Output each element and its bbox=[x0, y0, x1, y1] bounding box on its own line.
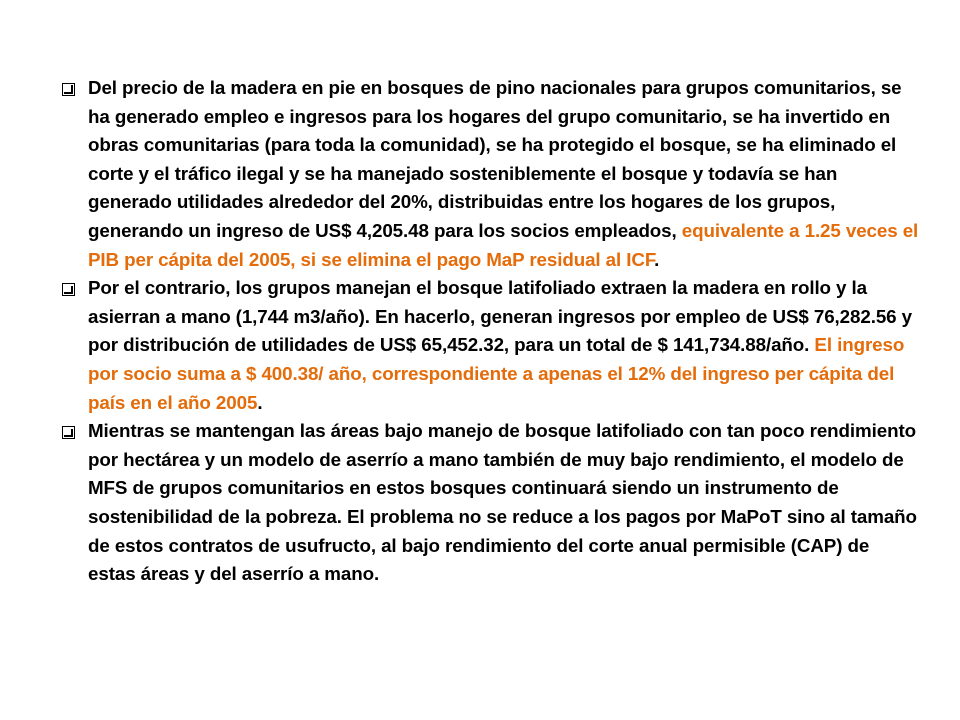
highlighted-text: El ingreso por socio suma a $ 400.38/ año, correspondiente a apenas el 12% del ingreso per cápita del país en el año 2005 bbox=[88, 334, 905, 413]
bullet-item-latifoliado bbox=[62, 274, 920, 417]
bullet-text: Por el contrario, los grupos manejan el bosque latifoliado extraen la madera en rollo y la asierran a mano (1,744 m3/año). En hacerlo, generan ingresos por empleo de US$ 76,282.56 y por distribución de utilidades de US$ 65,452.32, para un total de $ 141,734.88/año. bbox=[88, 277, 912, 356]
bullet-tail: . bbox=[257, 391, 263, 413]
highlighted-text: equivalente a 1.25 veces el PIB per cápita del 2005, si se elimina el pago MaP residual al ICF bbox=[88, 219, 919, 270]
bullet-list bbox=[62, 74, 920, 589]
square-bullet-icon bbox=[62, 426, 75, 439]
bullet-item-wood-price bbox=[62, 74, 920, 274]
bullet-text: Del precio de la madera en pie en bosques de pino nacionales para grupos comunitarios, se ha generado empleo e ingresos para los hogares del grupo comunitario, se ha invertido en obras comunitarias (para toda la comunidad), se ha protegido el bosque, se ha eliminado el corte y el tráfico ilegal y se ha manejado sosteniblemente el bosque y todavía se han generado utilidades alrededor del 20%, distribuidas entre los hogares de los grupos, generando un ingreso de US$ 4,205.48 para los socios empleados, bbox=[88, 77, 902, 241]
bullet-tail: . bbox=[654, 248, 660, 270]
bullet-text: Mientras se mantengan las áreas bajo manejo de bosque latifoliado con tan poco rendimiento por hectárea y un modelo de aserrío a mano también de muy bajo rendimiento, el modelo de MFS de grupos comunitarios en estos bosques continuará siendo un instrumento de sostenibilidad de la pobreza. El problema no se reduce a los pagos por MaPoT sino al tamaño de estos contratos de usufructo, al bajo rendimiento del corte anual permisible (CAP) de estas áreas y del aserrío a mano. bbox=[88, 420, 917, 585]
square-bullet-icon bbox=[62, 83, 75, 96]
bullet-item-poverty bbox=[62, 417, 920, 589]
square-bullet-icon bbox=[62, 283, 75, 296]
